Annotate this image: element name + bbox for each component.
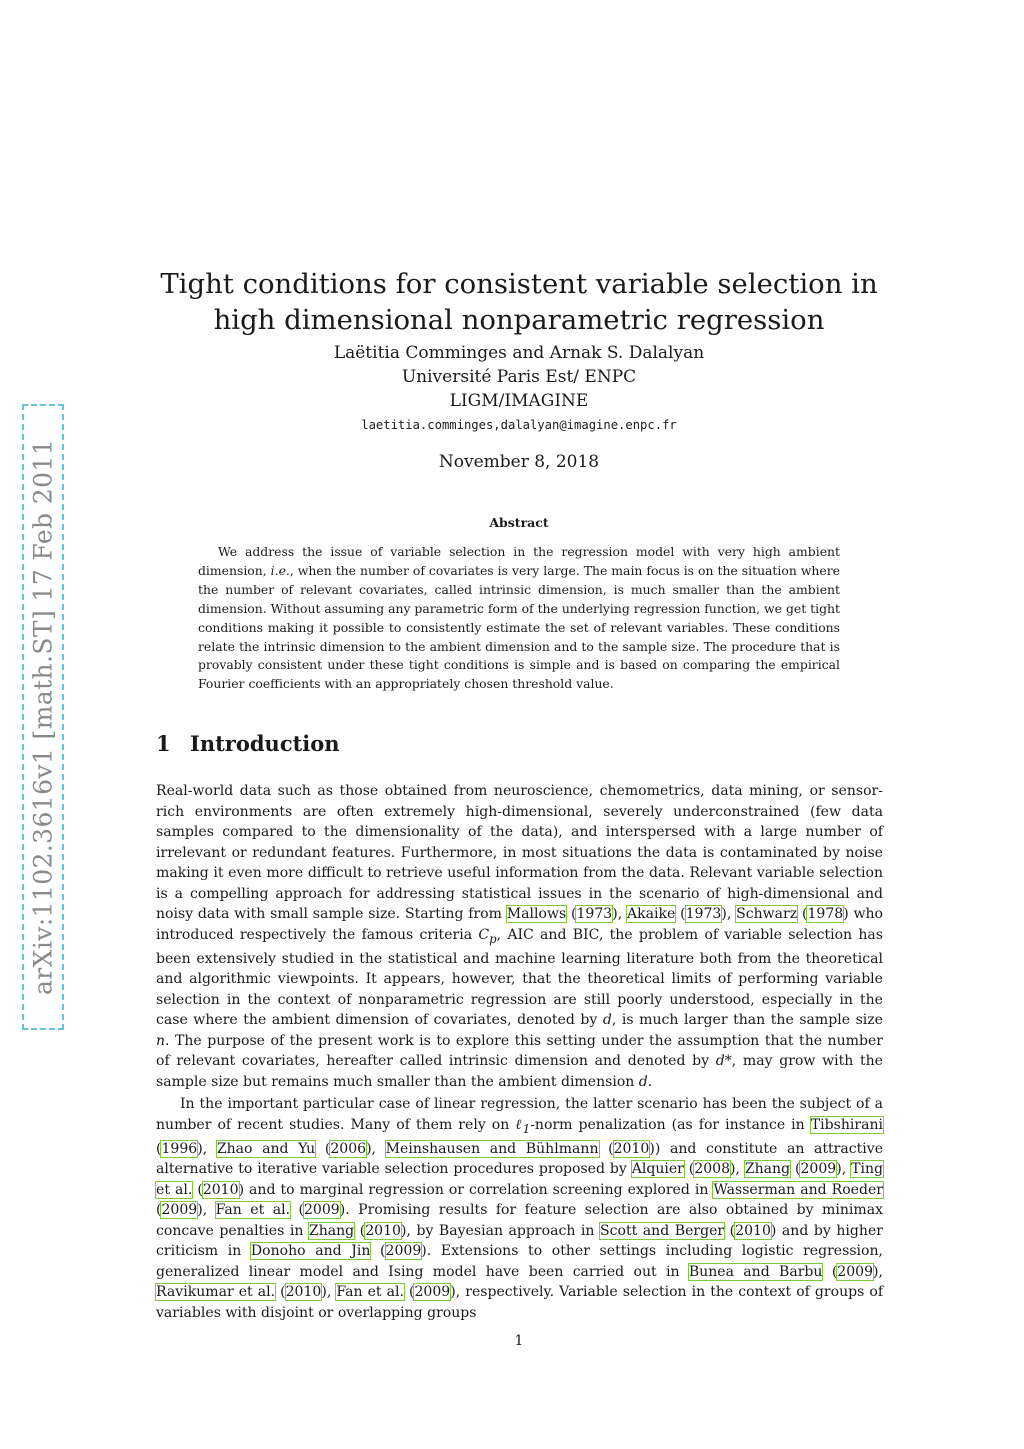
- lab-name: LIGM/IMAGINE: [449, 391, 589, 411]
- text-run: , may grow with the sample size but remains much smaller than the ambient dimension: [156, 1053, 883, 1090]
- citation-year-link[interactable]: 1973: [685, 906, 722, 922]
- arxiv-sidebar-id[interactable]: arXiv:1102.3616v1 [math.ST] 17 Feb 2011: [28, 438, 58, 996]
- math-n: n: [156, 1032, 166, 1049]
- citation-year-link[interactable]: 2009: [161, 1202, 198, 1219]
- citation-year-link[interactable]: 2009: [800, 1161, 837, 1178]
- citation-link[interactable]: Fan et al.: [215, 1202, 291, 1219]
- math-cp: [478, 926, 497, 946]
- citation-year-link[interactable]: 2009: [414, 1284, 451, 1301]
- citation-link[interactable]: Mallows: [506, 906, 567, 922]
- citation-year-link[interactable]: 2006: [330, 1140, 367, 1157]
- abstract-part: , when the number of covariates is very large. The main focus is on the situation where the number of relevant covariates, called intrinsic dimension, is much smaller than the ambient dimension. Without assuming any parametric form of the underlying regression function, we get tight conditions making it possible to consistently estimate the set of relevant variables. These conditions relate the intrinsic dimension to the ambient dimension and to the sample size. The procedure that is provably consistent under these tight conditions is simple and is based on comparing the empirical Fourier coefficients with an appropriately chosen threshold value.: [198, 562, 840, 692]
- math-subscript: 1: [522, 1121, 531, 1136]
- text-run: ) who introduced respectively the famous criteria: [156, 906, 884, 943]
- citation-link[interactable]: Schwarz: [736, 906, 798, 922]
- section-title: Introduction: [190, 731, 340, 756]
- citation-link[interactable]: Ravikumar et al.: [156, 1284, 276, 1301]
- abstract-heading: Abstract: [489, 515, 549, 530]
- paper-title: Tight conditions for consistent variable selection in high dimensional nonparametric regression: [160, 268, 878, 337]
- math-l1: [515, 1116, 531, 1136]
- text-run: In the important particular case of linear regression, the latter scenario has been the subject of a number of recent studies. Many of them rely on: [156, 1096, 883, 1133]
- citation-link[interactable]: Zhao and Yu: [216, 1140, 316, 1157]
- math-d: d: [638, 1073, 648, 1090]
- citation-year-link[interactable]: 2010: [735, 1222, 771, 1239]
- abstract-text: [198, 543, 840, 694]
- intro-paragraph-1: Real-world data such as those obtained from neuroscience, chemometrics, data mining, or sensor-rich environments are often extremely high-dimensional, severely underconstrained (few data samples compared to the dimensionality of the data), and interspersed with a large number of irrelevant or redundant features. Furthermore, in most situations the data is contaminated by noise making it even more difficult to retrieve useful information from the data. Relevant variable selection is a compelling approach for addressing statistical issues in the scenario of high-dimensional and noisy data with small sample size. Starting from Mallows (1973), Akaike (1973), Schwarz (1978) who introduced respectively the famous criteria $C_p$, AIC and BIC, the problem of variable selection has been extensively studied in the statistical and machine learning literature both from the theoretical and algorithmic viewpoints. It appears, however, that the theoretical limits of performing variable selection in the context of nonparametric regression are still poorly understood, especially in the case where the ambient dimension of covariates, denoted by d, is much larger than the sample size n. The purpose of the present work is to explore this setting under the assumption that the number of relevant covariates, hereafter called intrinsic dimension and denoted by d*, may grow with the sample size but remains much smaller than the ambient dimension d.: [156, 783, 884, 1090]
- citation-year-link[interactable]: 1996: [161, 1140, 198, 1157]
- text-run: ), respectively. Variable selection in the context of groups of variables with disjoint or overlapping groups: [156, 1284, 884, 1321]
- citation-year-link[interactable]: 2009: [385, 1243, 422, 1260]
- citation-year-link[interactable]: 2010: [285, 1284, 322, 1301]
- citation-link[interactable]: Wasserman and Roeder: [713, 1181, 883, 1198]
- citation-link[interactable]: Zhang: [744, 1161, 791, 1178]
- text-run: Real-world data such as those obtained from neuroscience, chemometrics, data mining, or sensor-rich environments are often extremely high-dimensional, severely underconstrained (few data samples compared to the dimensionality of the data), and interspersed with a large number of irrelevant or redundant features. Furthermore, in most situations the data is contaminated by noise making it even more difficult to retrieve useful information from the data. Relevant variable selection is a compelling approach for addressing statistical issues in the scenario of high-dimensional and noisy data with small sample size. Starting from: [156, 783, 883, 922]
- citation-year-link[interactable]: 1978: [807, 906, 844, 922]
- citation-link[interactable]: Fan et al.: [336, 1284, 404, 1301]
- citation-year-link[interactable]: 2010: [202, 1181, 239, 1198]
- paper-date: November 8, 2018: [438, 452, 600, 472]
- text-run: ). Extensions to other settings including logistic regression, generalized linear model and Ising model have been carried out in: [156, 1243, 883, 1280]
- abstract-ie: i.e.: [270, 562, 290, 578]
- math-subscript: p: [489, 931, 497, 946]
- text-run: ) and to marginal regression or correlation screening explored in: [238, 1181, 714, 1198]
- citation-link[interactable]: Zhang: [308, 1222, 355, 1239]
- text-run: ) and by higher criticism in: [156, 1222, 883, 1260]
- intro-paragraph-2: In the important particular case of linear regression, the latter scenario has been the subject of a number of recent studies. Many of them rely on ℓ$_1$-norm penalization (as for instance in Tibshirani (1996), Zhao and Yu (2006), Meinshausen and Bühlmann (2010)) and constitute an attractive alternative to iterative variable selection procedures proposed by Alquier (2008), Zhang (2009), Ting et al. (2010) and to marginal regression or correlation screening explored in Wasserman and Roeder (2009), Fan et al. (2009). Promising results for feature selection are also obtained by minimax concave penalties in Zhang (2010), by Bayesian approach in Scott and Berger (2010) and by higher criticism in Donoho and Jin (2009). Extensions to other settings including logistic regression, generalized linear model and Ising model have been carried out in Bunea and Barbu (2009), Ravikumar et al. (2010), Fan et al. (2009), respectively. Variable selection in the context of groups of variables with disjoint or overlapping groups: [156, 1096, 884, 1321]
- citation-year-link[interactable]: 2009: [304, 1202, 340, 1219]
- author-email: laetitia.comminges,dalalyan@imagine.enpc.fr: [361, 418, 677, 432]
- text-run: .: [647, 1073, 653, 1090]
- text-run: ), by Bayesian approach in: [400, 1222, 600, 1239]
- citation-year-link[interactable]: 2010: [365, 1222, 401, 1239]
- citation-link[interactable]: Akaike: [626, 906, 676, 922]
- text-run: , is much larger than the sample size: [611, 1012, 883, 1029]
- author-block: [150, 341, 888, 413]
- math-d: d: [602, 1012, 612, 1029]
- citation-link[interactable]: Tibshirani: [810, 1116, 883, 1133]
- math-dstar: d*: [715, 1053, 732, 1070]
- citation-link[interactable]: Scott and Berger: [600, 1222, 725, 1239]
- section-number: 1: [156, 731, 171, 756]
- text-run: ). Promising results for feature selection are also obtained by minimax concave penalties in: [156, 1202, 883, 1239]
- citation-year-link[interactable]: 2010: [613, 1140, 650, 1157]
- text-run: )) and constitute an attractive alternative to iterative variable selection procedures proposed by: [156, 1140, 884, 1178]
- page-number: 1: [514, 1333, 524, 1349]
- math-symbol: C: [478, 926, 490, 943]
- author-names: Laëtitia Comminges and Arnak S. Dalalyan: [333, 343, 705, 363]
- affiliation: Université Paris Est/ ENPC: [401, 367, 637, 387]
- math-symbol: ℓ: [515, 1116, 523, 1133]
- citation-link[interactable]: Alquier: [631, 1161, 684, 1178]
- citation-link[interactable]: Ting et al.: [156, 1161, 883, 1198]
- text-run: . The purpose of the present work is to explore this setting under the assumption that the number of relevant covariates, hereafter called intrinsic dimension and denoted by: [156, 1032, 883, 1070]
- text-run: -norm penalization (as for instance in: [530, 1116, 811, 1133]
- section-heading: [156, 731, 340, 756]
- citation-link[interactable]: Meinshausen and Bühlmann: [385, 1140, 599, 1157]
- citation-link[interactable]: Bunea and Barbu: [688, 1263, 823, 1280]
- text-run: , AIC and BIC, the problem of variable selection has been extensively studied in the statistical and machine learning literature both from the theoretical and algorithmic viewpoints. It appears, however, that the theoretical limits of performing variable selection in the context of nonparametric regression are still poorly understood, especially in the case where the ambient dimension of covariates, denoted by: [156, 926, 884, 1029]
- citation-link[interactable]: Donoho and Jin: [250, 1243, 371, 1260]
- citation-year-link[interactable]: 2008: [694, 1161, 731, 1178]
- citation-year-link[interactable]: 2009: [837, 1263, 874, 1280]
- citation-year-link[interactable]: 1973: [576, 906, 613, 922]
- abstract-part: We address the issue of variable selection in the regression model with very high ambient dimension,: [198, 544, 840, 578]
